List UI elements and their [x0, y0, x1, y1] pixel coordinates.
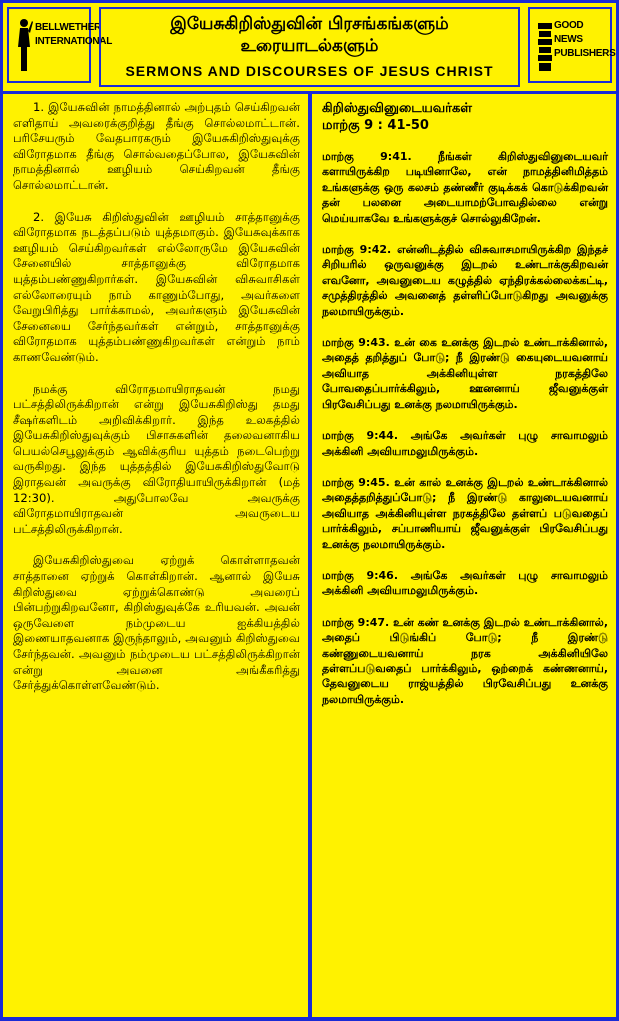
commentary-paragraph-4: இயேசுகிறிஸ்துவை ஏற்றுக் கொள்ளாதவன் சாத்தானை ஏற்றுக் கொள்கிறான். ஆனால் இயேசு கிறிஸ்துவை ஏற்றுக்கொண்டு அவரைப் பின்பற்றுகிறவனோ, கிறிஸ்துவுக்கே உரியவன். அவன் ஒருவேளை நம்முடைய ஐக்கியத்தில் இணையாதவனாக இருந்தாலும், அவனும் கிறிஸ்துவை சேர்ந்தவன். அவனும் நம்முடைய பட்சத்திலிருக்கிறான் என்று அவனை அங்கீகரித்து சேர்த்துக்கொள்ளவேண்டும். — [13, 553, 300, 693]
english-title: SERMONS AND DISCOURSES OF JESUS CHRIST — [125, 63, 494, 79]
tamil-title: இயேசுகிறிஸ்துவின் பிரசங்கங்களும் — [170, 14, 449, 34]
good-news-logo — [528, 7, 616, 83]
lamp-bearer-icon — [15, 17, 33, 73]
verse-9-46: மாற்கு 9:46. அங்கே அவர்கள் புழு சாவாமலும் அக்கினி அவியாமலுமிருக்கும். — [322, 568, 608, 598]
section-heading — [322, 100, 608, 134]
logo-left-line1: BELLWETHER — [35, 22, 101, 33]
scripture-column — [312, 94, 616, 1017]
page-header — [3, 3, 616, 91]
book-stack-icon — [536, 17, 554, 73]
verse-9-44: மாற்கு 9:44. அங்கே அவர்கள் புழு சாவாமலும் அக்கினி அவியாமலுமிருக்கும். — [322, 429, 608, 458]
title-block — [99, 7, 520, 87]
bellwether-logo — [7, 7, 113, 83]
scripture-reference: மாற்கு 9 : 41-50 — [322, 118, 429, 133]
commentary-paragraph-2: 2. இயேசு கிறிஸ்துவின் ஊழியம் சாத்தானுக்கு விரோதமாக நடத்தப்படும் யுத்தமாகும். இயேசுவுக்காக ஊழியம் செய்கிறவர்கள் எல்லோருமே இயேசுவின் சேனையில் சாத்தானுக்கு விரோதமாக யுத்தம்பண்ணுகிறார்கள். இயேசுவின் விசுவாசிகள் எல்லோரையும் நாம் காணும்போது, அவர்களை வேறுபிரித்து பார்க்காமல், அவர்களும் இயேசுவின் சேனையை சேர்ந்தவர்கள் என்றும், சாத்தானுக்கு விரோதமாக யுத்தம்பண்ணுகிறவர்கள் என்றும் நாம் காணவேண்டும். — [13, 209, 300, 364]
tamil-subtitle: உரையாடல்களும் — [240, 36, 379, 56]
commentary-paragraph-1: 1. இயேசுவின் நாமத்தினால் அற்புதம் செய்கிறவன் எளிதாய் அவரைக்குறித்து தீங்கு சொல்லமாட்டான். பரிசேயரும் வேதபாரகரும் இயேசுகிறிஸ்துவுக்கு விரோதமாக தீங்கு சொல்வதைப்போல, இயேசுவின் நாமத்தினால் ஊழியம் செய்கிறவன் தீங்கு சொல்லமாட்டான். — [13, 100, 300, 192]
logo-right-line1: GOOD NEWS — [554, 20, 584, 45]
verse-9-45: மாற்கு 9:45. உன் கால் உனக்கு இடறல் உண்டாக்கினால் அதைத்தறித்துப்போடு; நீ இரண்டு காலுடையவனாய் அவியாத அக்கினியுள்ள நரகத்திலே தள்ளப் படுவதைப் பார்க்கிலும், சப்பாணியாய் ஜீவனுக்குள் பிரவேசிப்பது உனக்கு நலமாயிருக்கும். — [322, 475, 608, 551]
verse-9-47: மாற்கு 9:47. உன் கண் உனக்கு இடறல் உண்டாக்கினால், அதைப் பிடுங்கிப் போடு; நீ இரண்டு கண்ணுடையவனாய் நரக அக்கினியிலே தள்ளப்படுவதைப் பார்க்கிலும், ஒற்றைக் கண்ணனாய், தேவனுடைய ராஜ்யத்தில் பிரவேசிப்பது உனக்கு நலமாயிருக்கும். — [322, 615, 608, 706]
commentary-paragraph-3: நமக்கு விரோதமாயிராதவன் நமது பட்சத்திலிருக்கிறான் என்று இயேசுகிறிஸ்து தமது சீஷர்களிடம் அறிவிக்கிறார். இந்த உலகத்தில் இயேசுகிறிஸ்துவுக்கும் பிசாசுகளின் தலைவனாகிய பெயல்செபூலுக்கும் ஆவிக்குரிய யுத்தம் நடைபெற்று வருகிறது. இந்த யுத்தத்தில் இயேசுகிறிஸ்துவோடு இராதவன் அவருக்கு விரோதியாயிருக்கிறான் (மத் 12:30). அதுபோலவே அவருக்கு விரோதமாயிராதவன் அவருடைய பட்சத்திலிருக்கிறான். — [13, 381, 300, 536]
logo-left-line2: INTERNATIONAL — [35, 36, 113, 47]
commentary-column — [3, 94, 308, 1017]
verse-9-41: மாற்கு 9:41. நீங்கள் கிறிஸ்துவினுடையவர் களாயிருக்கிற படியினாலே, என் நாமத்தினிமித்தம் உங்களுக்கு ஒரு கலசம் தண்ணீர் குடிக்கக் கொடுக்கிறவன் தன் பலனை அடையாமற்போவதில்லை என்று மெய்யாகவே உங்களுக்குச் சொல்லுகிறேன். — [322, 150, 608, 225]
logo-right-line2: PUBLISHERS — [554, 48, 616, 59]
section-title: கிறிஸ்துவினுடையவர்கள் — [322, 101, 473, 116]
verse-9-43: மாற்கு 9:43. உன் கை உனக்கு இடறல் உண்டாக்கினால், அதைத் தறித்துப் போடு; நீ இரண்டு கையுடையவனாய் அவியாத அக்கினியுள்ள நரகத்திலே போவதைப்பார்க்கிலும், ஊனனாய் ஜீவனுக்குள் பிரவேசிப்பது உனக்கு நலமாயிருக்கும். — [322, 336, 608, 411]
verse-9-42: மாற்கு 9:42. என்னிடத்தில் விசுவாசமாயிருக்கிற இந்தச் சிறியரில் ஒருவனுக்கு இடறல் உண்டாக்குகிறவன் எவனோ, அவனுடைய கழுத்தில் ஏந்திரக்கல்லைக்கட்டி, சமுத்திரத்தில் அவனைத் தள்ளிப்போடுகிறது அவனுக்கு நலமாயிருக்கும். — [322, 243, 608, 318]
